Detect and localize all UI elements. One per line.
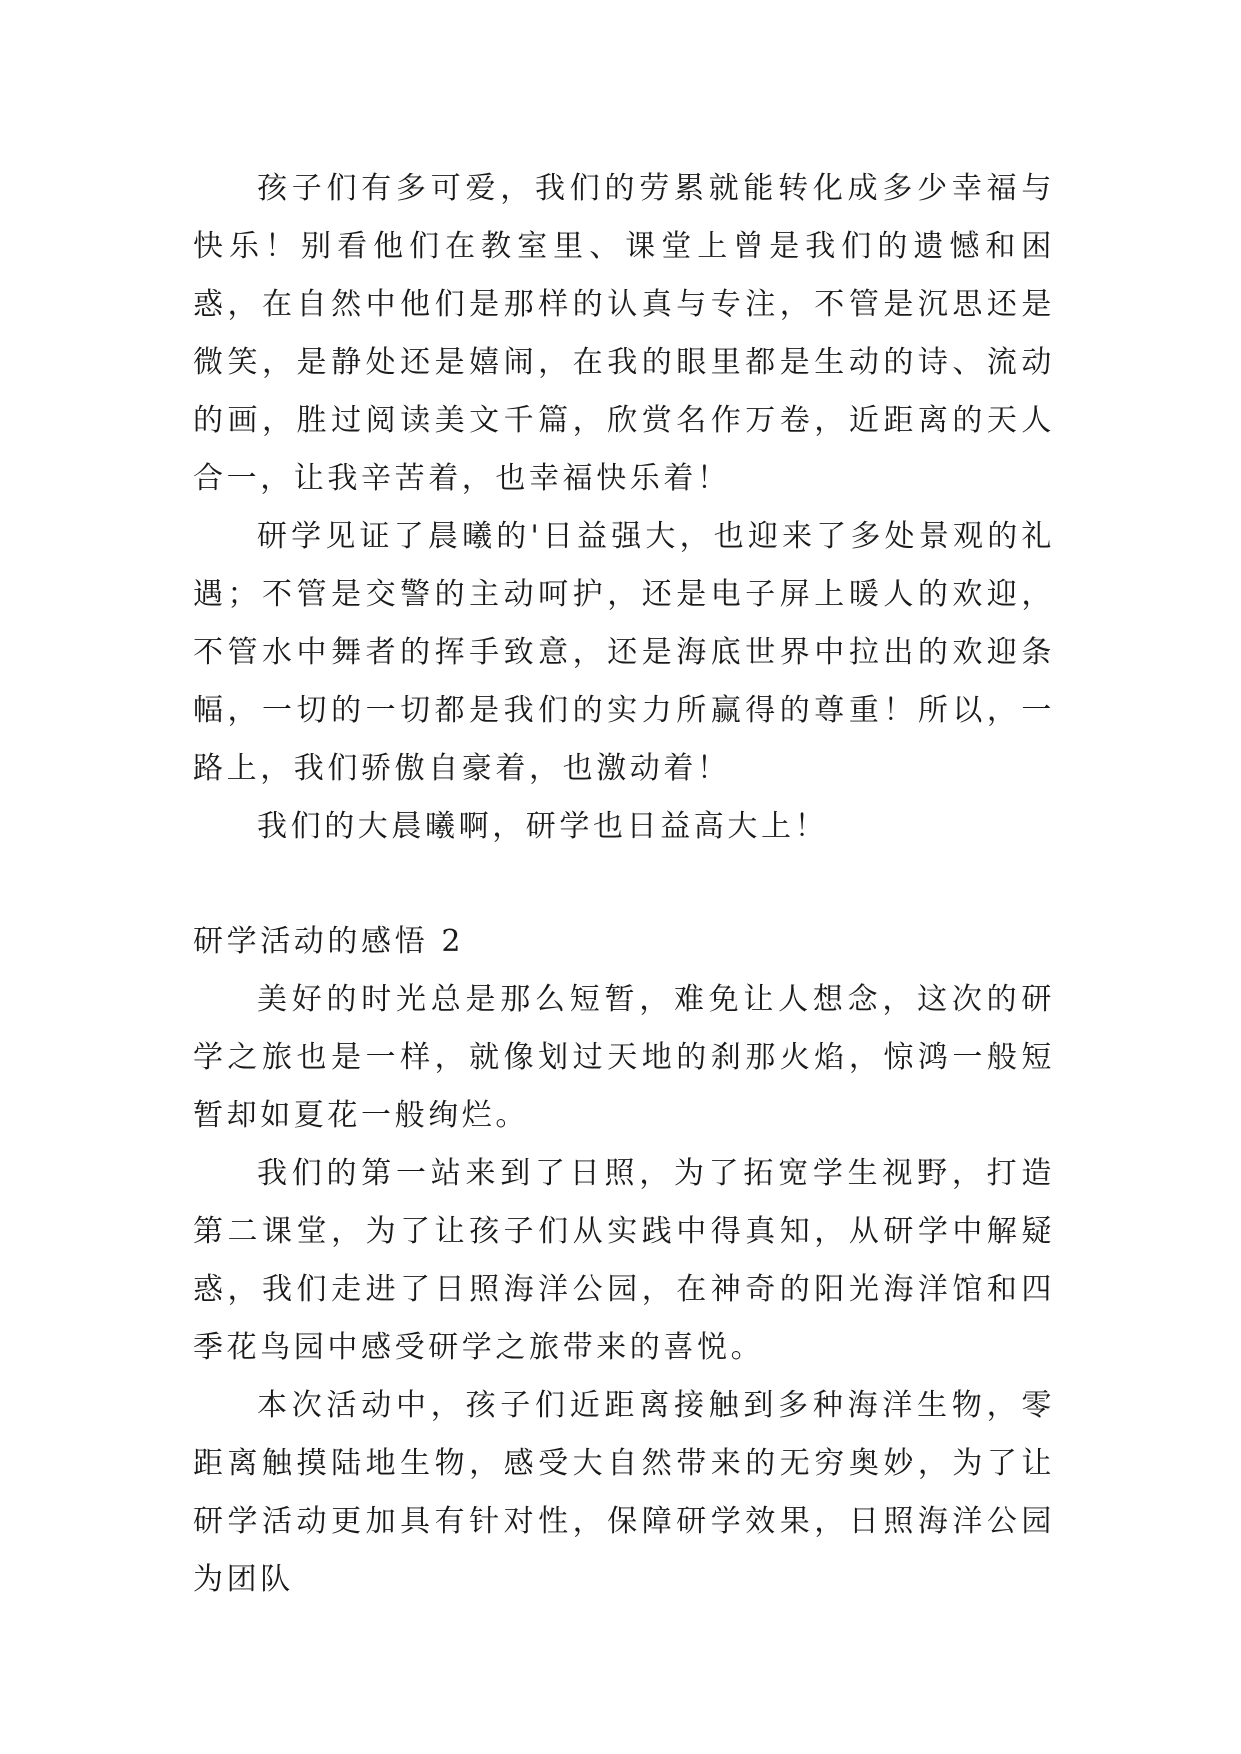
paragraph: 我们的第一站来到了日照，为了拓宽学生视野，打造第二课堂，为了让孩子们从实践中得真知，从研学中解疑惑，我们走进了日照海洋公园，在神奇的阳光海洋馆和四季花鸟园中感受研学之旅带来的喜悦。 xyxy=(193,1156,1055,1365)
paragraph: 美好的时光总是那么短暂，难免让人想念，这次的研学之旅也是一样，就像划过天地的刹那火焰，惊鸿一般短暂却如夏花一般绚烂。 xyxy=(193,982,1055,1133)
paragraph: 本次活动中，孩子们近距离接触到多种海洋生物，零距离触摸陆地生物，感受大自然带来的无穷奥妙，为了让研学活动更加具有针对性，保障研学效果，日照海洋公园为团队 xyxy=(193,1388,1055,1597)
section-heading: 研学活动的感悟 2 xyxy=(193,924,465,959)
paragraph: 孩子们有多可爱，我们的劳累就能转化成多少幸福与快乐！别看他们在教室里、课堂上曾是我们的遗憾和困惑，在自然中他们是那样的认真与专注，不管是沉思还是微笑，是静处还是嬉闹，在我的眼里都是生动的诗、流动的画，胜过阅读美文千篇，欣赏名作万卷，近距离的天人合一，让我辛苦着，也幸福快乐着！ xyxy=(193,171,1055,496)
section-two xyxy=(193,913,1055,1609)
section-one xyxy=(193,160,1055,856)
paragraph: 研学见证了晨曦的'日益强大，也迎来了多处景观的礼遇；不管是交警的主动呵护，还是电子屏上暖人的欢迎，不管水中舞者的挥手致意，还是海底世界中拉出的欢迎条幅，一切的一切都是我们的实力所赢得的尊重！所以，一路上，我们骄傲自豪着，也激动着！ xyxy=(193,519,1055,786)
paragraph: 我们的大晨曦啊，研学也日益高大上！ xyxy=(257,809,829,844)
